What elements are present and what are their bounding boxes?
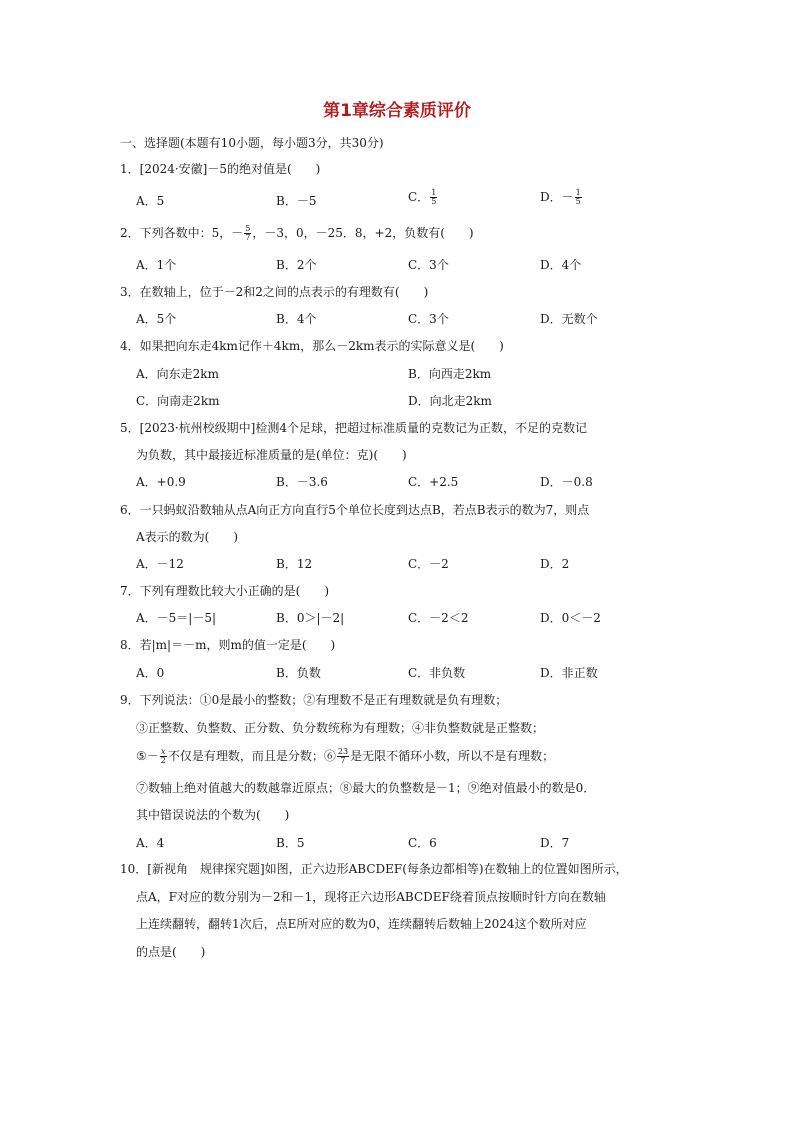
question-1-option-a: A．5 bbox=[136, 194, 165, 208]
question-8-option-a: A．0 bbox=[136, 666, 165, 680]
question-9-stem-line-2: ③正整数、负整数、正分数、负分数统称为有理数；④非负整数就是正整数； bbox=[136, 721, 545, 735]
question-2-option-d: D．4个 bbox=[540, 258, 582, 272]
question-9-stem-line-3 bbox=[136, 747, 554, 765]
stem-part: 2．下列各数中：5，－ bbox=[120, 226, 244, 240]
fraction-denominator: 2 bbox=[160, 756, 166, 765]
question-3-option-b: B．4个 bbox=[276, 312, 317, 326]
question-5-stem-line-2: 为负数，其中最接近标准质量的是(单位：克)( ) bbox=[136, 448, 407, 462]
fraction-denominator: 5 bbox=[431, 197, 437, 206]
question-9-option-a: A．4 bbox=[136, 836, 165, 850]
question-9-stem-line-1: 9．下列说法：①0是最小的整数；②有理数不是正有理数就是负有理数； bbox=[120, 693, 508, 707]
question-6-option-c: C．－2 bbox=[408, 557, 449, 571]
fraction-numerator: 23 bbox=[337, 747, 349, 756]
question-4-option-d: D．向北走2km bbox=[408, 394, 492, 408]
fraction bbox=[575, 189, 582, 206]
question-8-stem: 8．若|m|＝－m，则m的值一定是( ) bbox=[120, 638, 336, 652]
fraction-numerator: 1 bbox=[431, 188, 437, 197]
question-1-stem: 1．[2024·安徽]－5的绝对值是( ) bbox=[120, 162, 321, 176]
question-8-option-c: C．非负数 bbox=[408, 666, 466, 680]
question-2-stem bbox=[120, 224, 474, 242]
question-9-option-d: D．7 bbox=[540, 836, 570, 850]
fraction-denominator: 7 bbox=[245, 233, 251, 242]
question-2-option-a: A．1个 bbox=[136, 258, 177, 272]
question-3-stem: 3．在数轴上，位于－2和2之间的点表示的有理数有( ) bbox=[120, 285, 429, 299]
question-7-option-d: D．0＜－2 bbox=[540, 611, 601, 625]
fraction bbox=[430, 189, 437, 206]
question-3-option-d: D．无数个 bbox=[540, 312, 598, 326]
stem-part: ，－3，0，－25．8，+2，负数有( ) bbox=[252, 226, 474, 240]
question-9-stem-line-5: 其中错误说法的个数为( ) bbox=[136, 808, 290, 822]
question-7-option-b: B．0＞|－2| bbox=[276, 611, 345, 625]
stem-part: 不仅是有理数，而且是分数；⑥ bbox=[167, 749, 336, 763]
question-2-option-c: C．3个 bbox=[408, 258, 449, 272]
question-10-stem-line-3: 上连续翻转，翻转1次后，点E所对应的数为0，连续翻转后数轴上2024这个数所对应 bbox=[136, 917, 587, 931]
question-10-stem-line-4: 的点是( ) bbox=[136, 945, 206, 959]
question-8-option-d: D．非正数 bbox=[540, 666, 598, 680]
question-4-stem: 4．如果把向东走4km记作＋4km，那么－2km表示的实际意义是( ) bbox=[120, 339, 504, 353]
fraction-numerator: 1 bbox=[575, 188, 581, 197]
question-9-stem-line-4: ⑦数轴上绝对值越大的数越靠近原点；⑧最大的负整数是－1；⑨绝对值最小的数是0． bbox=[136, 781, 596, 795]
question-6-option-a: A．－12 bbox=[136, 557, 184, 571]
fraction bbox=[244, 225, 251, 242]
page-title: 第1章综合素质评价 bbox=[323, 101, 471, 121]
question-10-stem-line-2: 点A，F对应的数分别为－2和－1，现将正六边形ABCDEF绕着顶点按顺时针方向在数轴 bbox=[136, 890, 606, 904]
question-4-option-c: C．向南走2km bbox=[136, 394, 220, 408]
question-5-option-b: B．－3.6 bbox=[276, 475, 328, 489]
question-2-option-b: B．2个 bbox=[276, 258, 317, 272]
section-heading: 一、选择题(本题有10小题，每小题3分，共30分) bbox=[120, 136, 384, 150]
question-3-option-a: A．5个 bbox=[136, 312, 177, 326]
fraction-numerator: 5 bbox=[245, 224, 251, 233]
question-6-stem-line-2: A表示的数为( ) bbox=[136, 530, 239, 544]
question-5-option-d: D．－0.8 bbox=[540, 475, 593, 489]
question-9-option-b: B．5 bbox=[276, 836, 305, 850]
question-7-option-a: A．－5＝|－5| bbox=[136, 611, 217, 625]
option-prefix: C． bbox=[408, 190, 430, 204]
question-1-option-c bbox=[408, 188, 438, 206]
question-6-option-d: D．2 bbox=[540, 557, 570, 571]
question-8-option-b: B．负数 bbox=[276, 666, 321, 680]
question-7-option-c: C．－2＜2 bbox=[408, 611, 469, 625]
question-10-stem-line-1: 10．[新视角 规律探究题]如图，正六边形ABCDEF(每条边都相等)在数轴上的位置如图所示， bbox=[120, 862, 628, 876]
question-3-option-c: C．3个 bbox=[408, 312, 449, 326]
question-7-stem: 7．下列有理数比较大小正确的是( ) bbox=[120, 584, 329, 598]
stem-part: ⑤－ bbox=[136, 749, 159, 763]
question-4-option-b: B．向西走2km bbox=[408, 367, 492, 381]
question-1-option-d bbox=[540, 188, 583, 206]
stem-part: 是无限不循环小数，所以不是有理数； bbox=[350, 749, 555, 763]
question-6-stem-line-1: 6．一只蚂蚁沿数轴从点A向正方向直行5个单位长度到达点B，若点B表示的数为7，则点 bbox=[120, 503, 590, 517]
fraction bbox=[337, 748, 349, 765]
question-4-option-a: A．向东走2km bbox=[136, 367, 219, 381]
question-5-stem-line-1: 5．[2023·杭州校级期中]检测4个足球，把超过标准质量的克数记为正数，不足的克数记 bbox=[120, 421, 587, 435]
question-5-option-c: C．+2.5 bbox=[408, 475, 459, 489]
question-9-option-c: C．6 bbox=[408, 836, 437, 850]
fraction-denominator: 5 bbox=[575, 197, 581, 206]
fraction-denominator: 7 bbox=[340, 756, 346, 765]
question-1-option-b: B．－5 bbox=[276, 194, 317, 208]
fraction bbox=[160, 748, 167, 765]
fraction-numerator: x bbox=[161, 747, 166, 756]
option-prefix: D．－ bbox=[540, 190, 574, 204]
question-5-option-a: A．+0.9 bbox=[136, 475, 186, 489]
question-6-option-b: B．12 bbox=[276, 557, 313, 571]
